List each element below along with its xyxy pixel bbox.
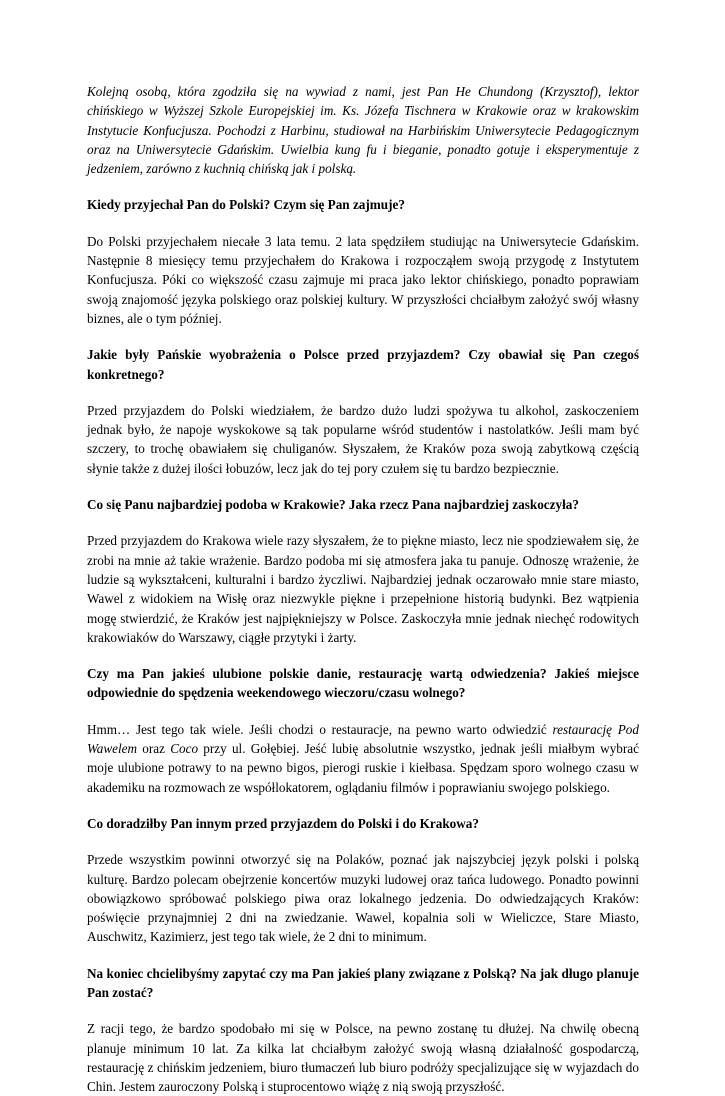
answer-1: Do Polski przyjechałem niecałe 3 lata temu. 2 lata spędziłem studiując na Uniwersytecie Gdańskim. Następnie 8 miesięcy temu przyjechałem do Krakowa i rozpocząłem swoją przygodę z Instytutem Konfucjusza. Póki co większość czasu zajmuje mi praca jako lektor chińskiego, ponadto poprawiam swoją znajomość języka polskiego oraz polskiej kultury. W przyszłości chciałbym założyć swój własny biznes, ale o tym później. bbox=[87, 233, 639, 326]
answer-5: Przede wszystkim powinni otworzyć się na Polaków, poznać jak najszybciej język polski i polską kulturę. Bardzo polecam obejrzenie koncertów muzyki ludowej oraz tańca ludowego. Ponadto powinni obowiązkowo spróbować polskiego piwa oraz lokalnego jedzenia. Do odwiedzających Kraków: poświęcie przynajmniej 2 dni na zwiedzanie. Wawel, kopalnia soli w Wieliczce, Stare Miasto, Auschwitz, Kazimierz, jest tego tak wiele, że 2 dni to minimum. bbox=[87, 852, 639, 945]
question-3: Co się Panu najbardziej podoba w Krakowie? Jaka rzecz Pana najbardziej zaskoczyła? bbox=[87, 497, 579, 513]
answer-2: Przed przyjazdem do Polski wiedziałem, że bardzo dużo ludzi spożywa tu alkohol, zaskoczeniem jednak było, że napoje wyskokowe są tak popularne wśród studentów i nastolatków. Jeśli mam być szczery, to trochę obawiałem się chuliganów. Słyszałem, że Kraków poza swoją zabytkową częścią słynie także z dużej ilości łobuzów, lecz jak do tej pory czułem się tu bardzo bezpiecznie. bbox=[87, 402, 639, 476]
answer-3: Przed przyjazdem do Krakowa wiele razy słyszałem, że to piękne miasto, lecz nie spodziewałem się, że zrobi na mnie aż takie wrażenie. Bardzo podoba mi się atmosfera jaka tu panuje. Odnoszę wrażenie, że ludzie są wykształceni, kulturalni i bardzo życzliwi. Najbardziej jednak oczarowało mnie stare miasto, Wawel z widokiem na Wisłę oraz niezwykle piękne i przepełnione historią budynki. Bez wątpienia mogę stwierdzić, że Kraków jest najpiękniejszy w Polsce. Zaskoczyła mnie jednak niechęć rodowitych krakowiaków do Warszawy, ciągłe przytyki i żarty. bbox=[87, 533, 639, 645]
intro-paragraph: Kolejną osobą, która zgodziła się na wywiad z nami, jest Pan He Chundong (Krzysztof), lektor chińskiego w Wyższej Szkole Europejskiej im. Ks. Józefa Tischnera w Krakowie oraz w krakowskim Instytucie Konfucjusza. Pochodzi z Harbinu, studiował na Harbińskim Uniwersytecie Pedagogicznym oraz na Uniwersytecie Gdańskim. Uwielbia kung fu i bieganie, ponadto gotuje i eksperymentuje z jedzeniem, zarówno z kuchnią chińską jak i polską. bbox=[87, 84, 639, 177]
answer-4-text-2: oraz bbox=[137, 741, 171, 757]
answer-6: Z racji tego, że bardzo spodobało mi się w Polsce, na pewno zostanę tu dłużej. Na chwilę obecną planuje minimum 10 lat. Za kilka lat chciałbym założyć swoją własną działalność gospodarczą, restaurację z chińskim jedzeniem, biuro tłumaczeń lub biuro podróży specjalizujące się w wyjazdach do Chin. Jestem zauroczony Polską i stuprocentowo wiążę z nią swoją przyszłość. bbox=[87, 1021, 639, 1095]
answer-4-text-3: przy ul. Gołębiej. Jeść lubię absolutnie wszystko, jednak jeśli miałbym wybrać moje ulubione potrawy to na pewno bigos, pierogi ruskie i kiełbasa. Spędzam sporo wolnego czasu w akademiku na rozmowach ze współlokatorem, oglądaniu filmów i poprawianiu swojego polskiego. bbox=[87, 741, 639, 795]
restaurant-name-2: Coco bbox=[170, 741, 199, 757]
question-6: Na koniec chcielibyśmy zapytać czy ma Pan jakieś plany związane z Polską? Na jak długo planuje Pan zostać? bbox=[87, 965, 639, 1000]
question-1: Kiedy przyjechał Pan do Polski? Czym się Pan zajmuje? bbox=[87, 197, 405, 213]
restaurant-name-1: restaurację Pod Wawelem bbox=[87, 721, 639, 757]
answer-4 bbox=[87, 720, 639, 797]
question-4: Czy ma Pan jakieś ulubione polskie danie, restaurację wartą odwiedzenia? Jakieś miejsce odpowiednie do spędzenia weekendowego wieczoru/czasu wolnego? bbox=[87, 666, 639, 701]
question-5: Co doradziłby Pan innym przed przyjazdem do Polski i do Krakowa? bbox=[87, 815, 479, 831]
question-2: Jakie były Pańskie wyobrażenia o Polsce przed przyjazdem? Czy obawiał się Pan czegoś konkretnego? bbox=[87, 347, 639, 382]
answer-4-text-1: Hmm… Jest tego tak wiele. Jeśli chodzi o restauracje, na pewno warto odwiedzić bbox=[87, 721, 553, 737]
